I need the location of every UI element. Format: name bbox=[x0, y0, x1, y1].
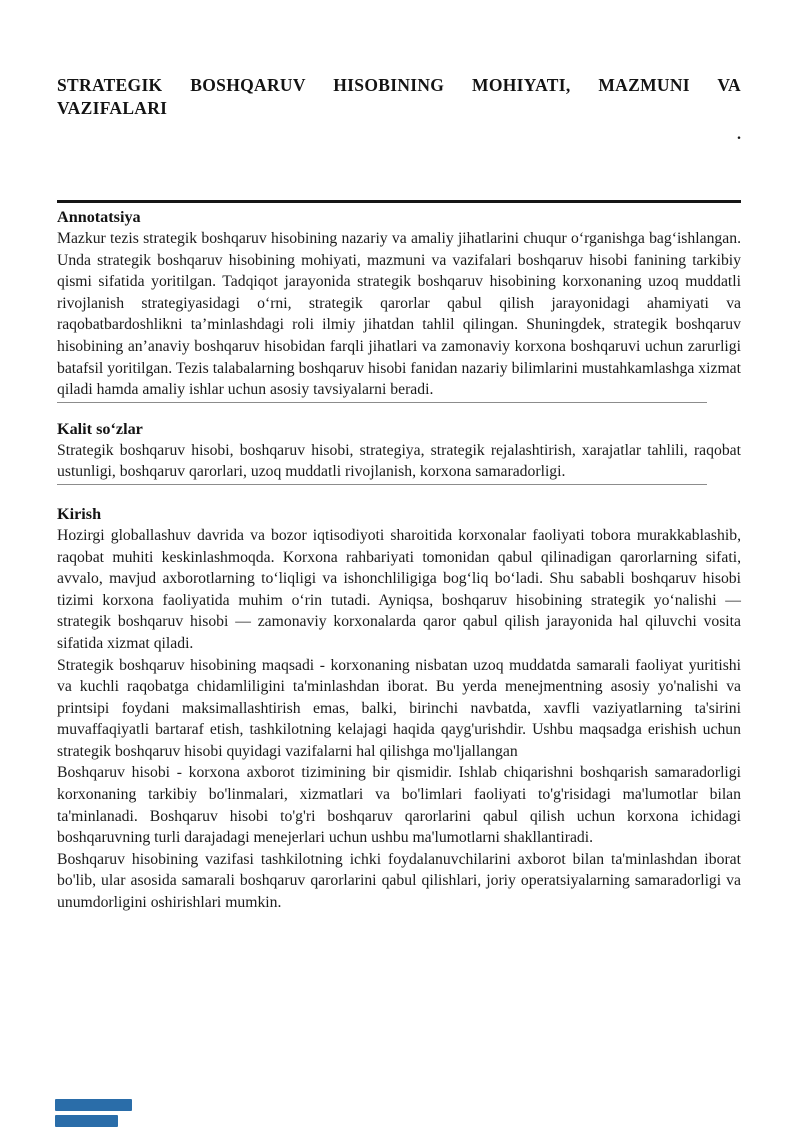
keywords-underline-rule bbox=[57, 484, 707, 485]
keywords-body: Strategik boshqaruv hisobi, boshqaruv hisobi, strategiya, strategik rejalashtirish, xarajatlar tahlili, raqobat ustunligi, boshqaruv qarorlari, uzoq muddatli rivojlanish, korxona samaradorligi. bbox=[57, 441, 741, 481]
page-title-line-1: STRATEGIK BOSHQARUV HISOBINING MOHIYATI, MAZMUNI VA bbox=[57, 75, 741, 95]
document-page bbox=[57, 0, 741, 914]
top-divider-rule bbox=[57, 200, 741, 203]
page-title-line-2: VAZIFALARI bbox=[57, 98, 168, 118]
intro-paragraph-3: Boshqaruv hisobi - korxona axborot tizimining bir qismidir. Ishlab chiqarishni boshqarish samaradorligi korxonaning tarkibiy bo'linmalari, xizmatlari va bo'limlari faoliyati to'g'risidagi ma'lumotlar bilan ta'minlanadi. Boshqaruv hisobi to'g'ri boshqaruv qarorlarini qabul qilish uchun korxona ichidagi boshqaruvning turli darajadagi menejerlari uchun ushbu ma'lumotlarni shakllantiradi. bbox=[57, 764, 741, 847]
intro-paragraph-1: Hozirgi globallashuv davrida va bozor iqtisodiyoti sharoitida korxonalar faoliyati tobora murakkablashib, raqobat muhiti keskinlashmoqda. Korxona rahbariyati tomonidan qabul qilinadigan qarorlarning sifati, avvalo, mavjud axborotlarning to‘liqligi va ishonchliligiga bog‘liq bo‘ladi. Shu sababli boshqaruv hisobi tizimi korxona faoliyatida muhim o‘rin tutadi. Ayniqsa, boshqaruv hisobining strategik yo‘nalishi — strategik boshqaruv hisobi — zamonaviy korxonalarda qaror qabul qilish jarayonida hal qiluvchi vosita sifatida xizmat qiladi. bbox=[57, 526, 741, 652]
annotation-heading: Annotatsiya bbox=[57, 208, 141, 226]
intro-paragraph-4: Boshqaruv hisobining vazifasi tashkilotning ichki foydalanuvchilarini axborot bilan ta'minlashdan iborat bo'lib, ular asosida samarali boshqaruv qarorlarini qabul qilishlari, joriy operatsiyalarning samaradorligi va unumdorligini oshirishlari mumkin. bbox=[57, 850, 741, 912]
intro-heading: Kirish bbox=[57, 504, 102, 523]
title-period: . bbox=[737, 126, 741, 143]
page-title bbox=[57, 74, 741, 120]
annotation-body: Mazkur tezis strategik boshqaruv hisobining nazariy va amaliy jihatlarini chuqur o‘rganishga bag‘ishlangan. Unda strategik boshqaruv hisobining mohiyati, mazmuni va vazifalari boshqaruv hisobi fanining tarkibiy qismi sifatida yoritilgan. Tadqiqot jarayonida strategik boshqaruv hisobining korxonaning uzoq muddatli rivojlanish strategiyasidagi o‘rni, strategik qarorlar qabul qilish jarayonidagi ahamiyati va raqobatbardoshlikni ta’minlashdagi roli ilmiy jihatdan tahlil qilingan. Shuningdek, strategik boshqaruv hisobining an’anaviy boshqaruv hisobidan farqli jihatlari va zamonaviy korxona boshqaruvi uchun zarurligi batafsil yoritilgan. Tezis talabalarning boshqaruv hisobi fanidan nazariy bilimlarini mustahkamlashga xizmat qiladi hamda amaliy ishlar uchun asosiy tavsiyalarni beradi. bbox=[57, 230, 741, 399]
footer-blue-bar-2 bbox=[55, 1115, 118, 1127]
footer-blue-bar-1 bbox=[55, 1099, 132, 1111]
keywords-heading: Kalit so‘zlar bbox=[57, 419, 143, 438]
annotation-underline-rule bbox=[57, 402, 707, 403]
intro-paragraph-2: Strategik boshqaruv hisobining maqsadi - korxonaning nisbatan uzoq muddatda samarali faoliyat yuritishi va kuchli raqobatga chidamliligini ta'minlashdan iborat. Bu yerda menejmentning asosiy yo'nalishi va printsipi foydani maksimallashtirish emas, balki, birinchi navbatda, xavfli vaziyatlarning ta'sirini muvaffaqiyatli bartaraf etish, tashkilotning kelajagi haqida qayg'urishdir. Ushbu maqsadga erishish uchun strategik boshqaruv hisobi quyidagi vazifalarni hal qilishga mo'ljallangan bbox=[57, 656, 741, 760]
